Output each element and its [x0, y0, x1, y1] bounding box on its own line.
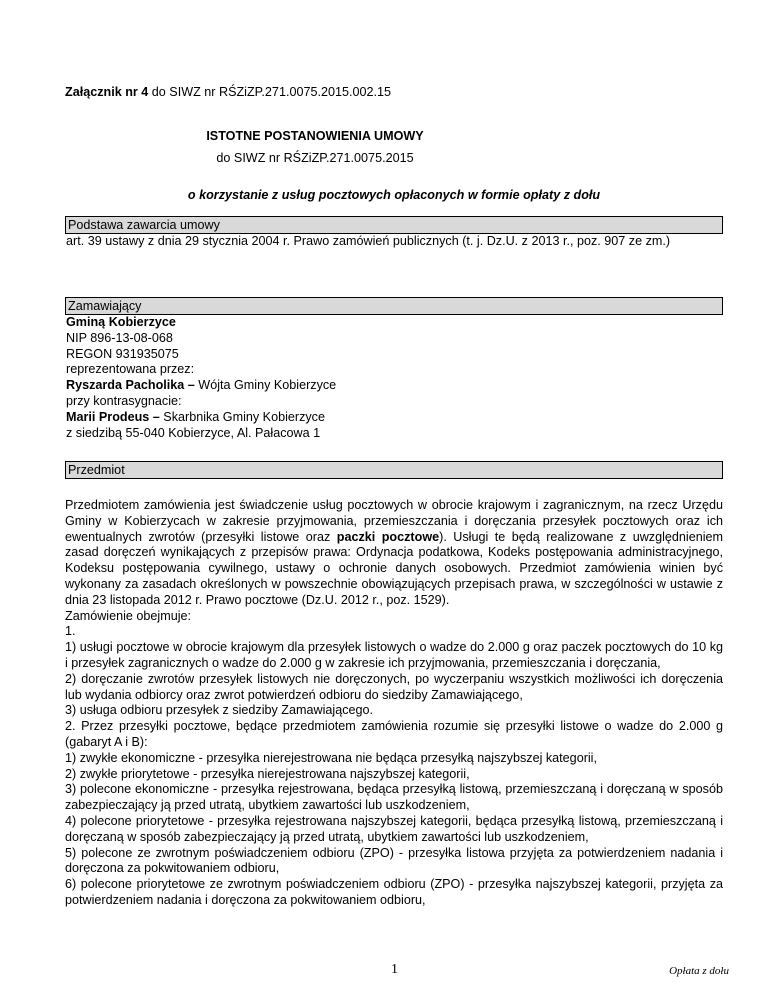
subject-intro-part-1: Przedmiotem zamówienia jest świadczenie usług pocztowych w obrocie krajowym i zagranicznym, na rzecz Urzędu Gminy w Kobierzycach w zakresie przyjmowania, przemieszczania i doręczania przesyłek pocztowych oraz ich ewentualnych zwrotów (przesyłki listowe oraz — [65, 498, 723, 544]
treasurer-name: Marii Prodeus – — [66, 409, 160, 424]
subject-intro-bold: paczki pocztowe — [336, 529, 440, 544]
representative — [66, 378, 723, 394]
section-subject — [65, 461, 723, 479]
document-subtitle: do SIWZ nr RŚZiZP.271.0075.2015 — [216, 151, 414, 165]
employer-details — [65, 315, 723, 441]
treasurer-role: Skarbnika Gminy Kobierzyce — [159, 409, 325, 424]
section-heading-subject: Przedmiot — [65, 461, 723, 479]
subject-item: 3) polecone ekonomiczne - przesyłka rejestrowana, będąca przesyłką listową, przemieszczaną i doręczaną w sposób zabezpieczający ją przed utratą, ubytkiem zawartości lub uszkodzeniem, — [65, 782, 723, 813]
subject-intro-part-2: ). Usługi te będą realizowane z uwzględnieniem zasad doręczeń wynikających z przepisów prawa: Ordynacja podatkowa, Kodeks postępowania administracyjnego, Kodeksu postępowania cywilnego, ustawy o ochronie danych osobowych. Przedmiot zamówienia winien być wykonany za zasadach określonych w powszechnie obowiązujących przepisach prawa, w szczególności w ustawie z dnia 23 listopada 2012 r. Prawo pocztowe (Dz.U. 2012 r., poz. 1529). — [65, 529, 724, 607]
subject-item: 6) polecone priorytetowe ze zwrotnym poświadczeniem odbioru (ZPO) - przesyłka najszybszej kategorii, przyjęta za potwierdzeniem nadania i doręczona za pokwitowaniem odbioru, — [65, 877, 723, 907]
subject-item: 1) zwykłe ekonomiczne - przesyłka nierejestrowana nie będąca przesyłką najszybszej kategorii, — [65, 750, 597, 765]
subject-item: 1. — [65, 624, 76, 639]
representative-role: Wójta Gminy Kobierzyce — [194, 378, 337, 393]
subject-text — [65, 498, 723, 909]
countersign-label: przy kontrasygnacie: — [66, 393, 182, 408]
represented-by-label: reprezentowana przez: — [66, 362, 195, 377]
subject-item: 5) polecone ze zwrotnym poświadczeniem odbioru (ZPO) - przesyłka listowa przyjęta za potwierdzeniem nadania i doręczona za pokwitowaniem odbioru, — [65, 845, 723, 876]
subject-intro — [65, 498, 723, 609]
document-scope: o korzystanie z usług pocztowych opłaconych w formie opłaty z dołu — [187, 188, 601, 202]
treasurer — [66, 410, 723, 426]
employer-regon: REGON 931935075 — [66, 346, 179, 361]
section-heading-employer: Zamawiający — [65, 297, 723, 315]
employer-address: z siedzibą 55-040 Kobierzyce, Al. Pałacowa 1 — [66, 425, 321, 440]
basis-text: art. 39 ustawy z dnia 29 stycznia 2004 r. Prawo zamówień publicznych (t. j. Dz.U. z 2013 r., poz. 907 ze zm.) — [66, 234, 671, 248]
subject-item: 2) doręczanie zwrotów przesyłek listowych nie doręczonych, po wyczerpaniu wszystkich możliwości ich doręczenia lub wydania odbiorcy oraz zwrot potwierdzeń odbioru do siedziby Zamawiającego, — [65, 671, 723, 702]
subject-item: 3) usługa odbioru przesyłek z siedziby Zamawiającego. — [65, 703, 373, 718]
section-heading-basis: Podstawa zawarcia umowy — [65, 216, 723, 234]
section-basis — [65, 216, 723, 250]
footer-label: Opłata z dołu — [669, 965, 729, 977]
subject-item: 2. Przez przesyłki pocztowe, będące przedmiotem zamówienia rozumie się przesyłki listowe o wadze do 2.000 g (gabaryt A i B): — [65, 719, 723, 749]
subject-item: 4) polecone priorytetowe - przesyłka rejestrowana najszybszej kategorii, będąca przesyłką listową, przemieszczaną i doręczaną w sposób zabezpieczający ją przed utratą, ubytkiem zawartości lub uszkodzeniem, — [65, 813, 723, 844]
attachment-number: Załącznik nr 4 — [65, 85, 149, 99]
attachment-reference: do SIWZ nr RŚZiZP.271.0075.2015.002.15 — [148, 85, 391, 99]
subject-item: Zamówienie obejmuje: — [65, 608, 191, 623]
employer-nip: NIP 896-13-08-068 — [66, 330, 173, 345]
section-employer — [65, 297, 723, 441]
representative-name: Ryszarda Pacholika – — [66, 378, 195, 393]
subject-item: 1) usługi pocztowe w obrocie krajowym dla przesyłek listowych o wadze do 2.000 g oraz paczek pocztowych do 10 kg i przesyłek zagranicznych o wadze do 2.000 g w zakresie ich przyjmowania, przemieszczania i doręczania, — [65, 640, 723, 670]
attachment-line — [65, 85, 391, 101]
employer-name: Gminą Kobierzyce — [66, 315, 176, 329]
page-number: 1 — [391, 962, 398, 977]
subject-item: 2) zwykłe priorytetowe - przesyłka nierejestrowana najszybszej kategorii, — [65, 766, 470, 781]
document-title: ISTOTNE POSTANOWIENIA UMOWY — [206, 129, 424, 143]
